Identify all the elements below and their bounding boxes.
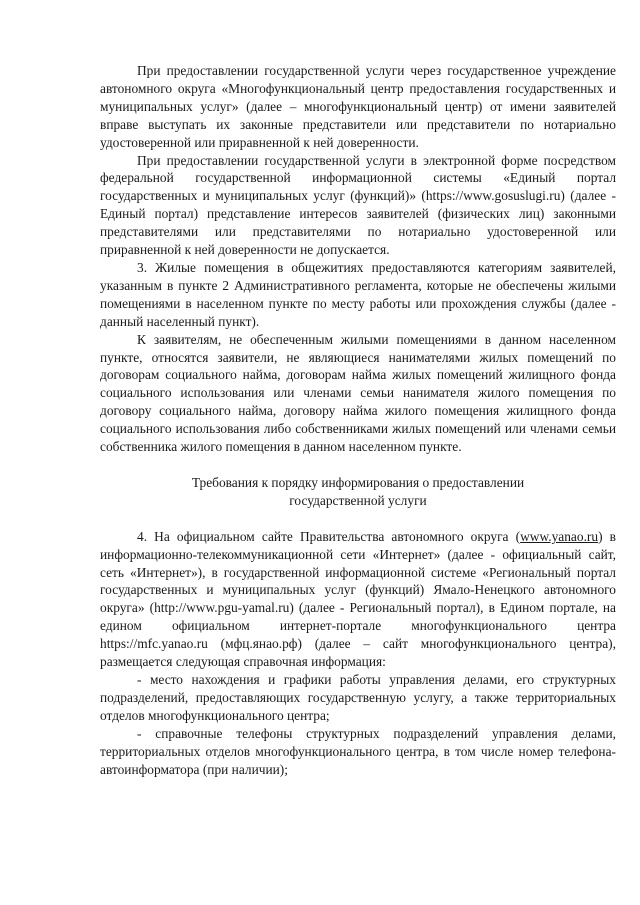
paragraph-clause-3: 3. Жилые помещения в общежитиях предоставляются категориям заявителей, указанным в пункте 2 Административного регламента, которые не обеспечены жилыми помещениями в населенном пункте по месту работы или прохождения службы (далее - данный населенный пункт). <box>100 259 616 329</box>
document-page <box>100 62 616 778</box>
official-site-link[interactable]: www.yanao.ru <box>520 528 599 544</box>
clause-4-prefix: 4. На официальном сайте Правительства автономного округа ( <box>137 528 521 544</box>
clause-4-text: ) в информационно-телекоммуникационной сети «Интернет» (далее - официальный сайт, сеть «Интернет»), в государственной информационной системе «Региональный портал государственных и муниципальных услуг (функций) Ямало-Ненецкого автономного округа» (http://www.pgu-yamal.ru) (далее - Региональный портал), в Едином портале, на едином официальном интернет-портале многофункционального центра https://mfc.yanao.ru (мфц.янао.рф) (далее – сайт многофункционального центра), размещается следующая справочная информация: <box>100 528 616 670</box>
section-title <box>100 474 616 510</box>
section-title-line-2: государственной услуги <box>289 492 427 508</box>
section-title-line-1: Требования к порядку информирования о предоставлении <box>191 474 525 490</box>
list-item-location: - место нахождения и графики работы управления делами, его структурных подразделений, предоставляющих государственную услугу, а также территориальных отделов многофункционального центра; <box>100 672 616 723</box>
paragraph-electronic-form: При предоставлении государственной услуги в электронной форме посредством федеральной государственной информационной системы «Единый портал государственных и муниципальных услуг (функций)» (https://www.gosuslugi.ru) (далее - Единый портал) представление интересов заявителей (физических лиц) законными представителями или представителями по нотариально удостоверенной или приравненной к ней доверенности не допускается. <box>100 152 616 258</box>
paragraph-mfc-representatives: При предоставлении государственной услуги через государственное учреждение автономного округа «Многофункциональный центр предоставления государственных и муниципальных услуг» (далее – многофункциональный центр) от имени заявителей вправе выступать их законные представители или представители по нотариально удостоверенной или приравненной к ней доверенности. <box>100 63 616 150</box>
paragraph-not-provided-applicants: К заявителям, не обеспеченным жилыми помещениями в данном населенном пункте, относятся заявители, не являющиеся нанимателями жилых помещений по договорам социального найма, договорам найма жилых помещений жилищного фонда социального использования или членами семьи нанимателя жилого помещения по договору социального найма, договору найма жилого помещения жилищного фонда социального использования либо собственниками жилых помещений или членами семьи собственника жилого помещения в данном населенном пункте. <box>100 331 616 455</box>
paragraph-clause-4 <box>100 528 616 671</box>
list-item-phones: - справочные телефоны структурных подразделений управления делами, территориальных отделов многофункционального центра, в том числе номер телефона-автоинформатора (при наличии); <box>100 725 616 777</box>
